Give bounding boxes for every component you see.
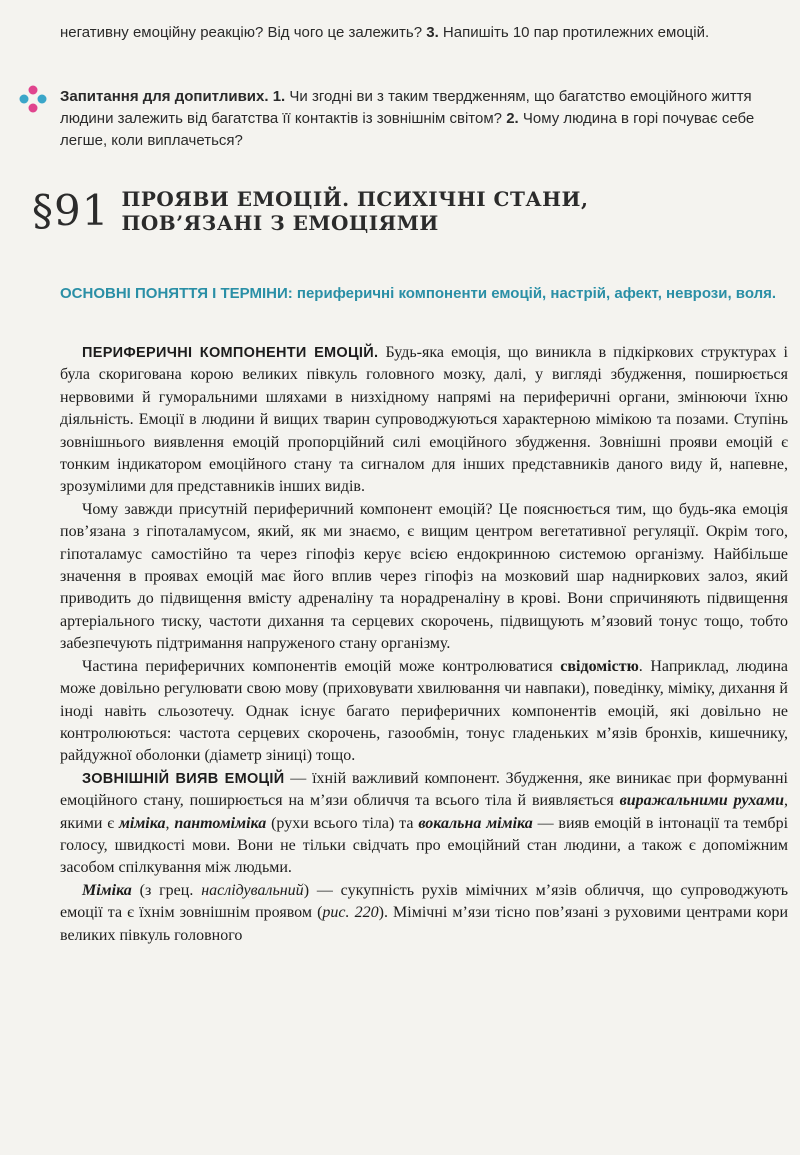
paragraph-text: Частина периферичних компонентів емоцій може контролюватися [82, 657, 553, 675]
key-terms-label: ОСНОВНІ ПОНЯТТЯ І ТЕРМІНИ: [60, 285, 293, 302]
figure-reference: рис. 220 [322, 904, 379, 922]
paragraph [60, 342, 788, 499]
curious-questions [60, 86, 785, 152]
key-terms [60, 282, 785, 306]
italic-term: Міміка [82, 881, 132, 899]
question-number: 2. [506, 110, 519, 127]
paragraph [60, 880, 788, 947]
italic-term: пантоміміка [174, 814, 267, 832]
bold-term: свідомістю [560, 657, 639, 675]
italic-word: наслідувальний [201, 881, 304, 899]
flower-icon [18, 84, 48, 114]
question-number: 1. [272, 88, 286, 105]
paragraph-text: (рухи всього тіла) та [271, 814, 414, 832]
question-text: Напишіть 10 пар протилежних емоцій. [442, 24, 710, 41]
paragraph-text: , якими є [60, 792, 789, 832]
key-terms-list: периферичні компоненти емоцій, настрій, афект, неврози, воля. [296, 285, 777, 302]
italic-term: міміка [118, 814, 166, 832]
paragraph-heading: ПЕРИФЕРИЧНІ КОМПОНЕНТИ ЕМОЦІЙ. [82, 345, 379, 361]
paragraph [60, 768, 788, 880]
section-heading [32, 186, 588, 235]
paragraph [60, 499, 788, 656]
paragraph-text: . Наприклад, людина може довільно регулювати свою мову (приховувати хвилювання чи навпаки), поведінку, міміку, дихання й іноді навіть сльозотечу. Однак існує багато периферичних компонентів емоцій, які довільно не контролюються: частота серцевих скорочень, газообмін, тонус гладеньких м’язів бронхів, кишечнику, райдужної оболонки (діаметр зіниці) тощо. [60, 657, 789, 765]
paragraph-text: Чому завжди присутній периферичний компонент емоцій? Це пояснюється тим, що будь-яка емоція пов’язана з гіпоталамусом, який, як ми знаємо, є вищим центром вегетативної регуляції. Окрім того, гіпоталамус самостійно та через гіпофіз керує всією ендокринною системою організму. Найбільше значення в проявах емоцій має його вплив через гіпофіз на мозковий шар надниркових залоз, який приводить до підвищення вмісту адреналіну та норадреналіну в крові. Вони спричиняють підвищення артеріального тиску, частоти дихання та серцевих скорочень, підвищують м’язовий тонус тощо, тобто забезпечують підтримання напруженого стану організму. [60, 500, 788, 653]
italic-term: вокальна міміка [418, 814, 533, 832]
question-text: Чи згодні ви з таким твердженням, що багатство емоційного життя людини залежить від багатства її контактів із зовнішнім світом? [60, 88, 752, 127]
curious-label: Запитання для допитливих. [60, 88, 269, 105]
paragraph-text: ) — сукупність рухів мімічних м’язів обличчя, що супроводжують емоції та є їхнім зовнішнім проявом ( [60, 881, 789, 922]
section-title-line: ПОВ’ЯЗАНІ З ЕМОЦІЯМИ [121, 210, 439, 235]
main-text [60, 342, 788, 947]
section-title [121, 187, 588, 235]
question-number: 3. [426, 24, 439, 41]
question-text: негативну емоційну реакцію? Від чого це залежить? [60, 24, 423, 41]
section-number: §91 [32, 186, 110, 235]
paragraph-text: Будь-яка емоція, що виникла в підкіркових структурах і була скоригована корою великих півкуль головного мозку, далі, у вигляді збудження, поширюється нервовими й гуморальними шляхами в низхідному напрямі на периферичні органи, змінюючи їхню діяльність. Емоції в людини й вищих тварин супроводжуються характерною мімікою та позами. Ступінь зовнішнього виявлення емоцій пропорційний силі емоційного збудження. Зовнішні прояви емоцій є тонким індикатором емоційного стану та сигналом для інших представників даного виду й, напевне, зрозумілими для представників інших видів. [60, 344, 788, 496]
paragraph-text: — вияв емоцій в інтонації та тембрі голосу, швидкості мови. Вони не тільки свідчать про емоційний стан людини, а також є допоміжним засобом спілкування між людьми. [60, 814, 789, 877]
paragraph-text: — їхній важливий компонент. Збудження, яке виникає при формуванні емоційного стану, поширюється на м’язи обличчя та всього тіла й виявляється [60, 769, 788, 810]
paragraph-text: (з грец. [139, 881, 194, 899]
bold-term: виражальними рухами [619, 792, 785, 810]
paragraph-text: ). Мімічні м’язи тісно пов’язані з руховими центрами кори великих півкуль головного [60, 904, 789, 944]
paragraph [60, 656, 788, 768]
previous-questions [60, 22, 785, 44]
punctuation: , [165, 814, 170, 832]
question-text: Чому людина в горі почуває себе легше, коли виплачеться? [60, 110, 755, 149]
section-title-line: ПРОЯВИ ЕМОЦІЙ. ПСИХІЧНІ СТАНИ, [121, 186, 589, 211]
paragraph-heading: ЗОВНІШНІЙ ВИЯВ ЕМОЦІЙ [82, 770, 285, 787]
